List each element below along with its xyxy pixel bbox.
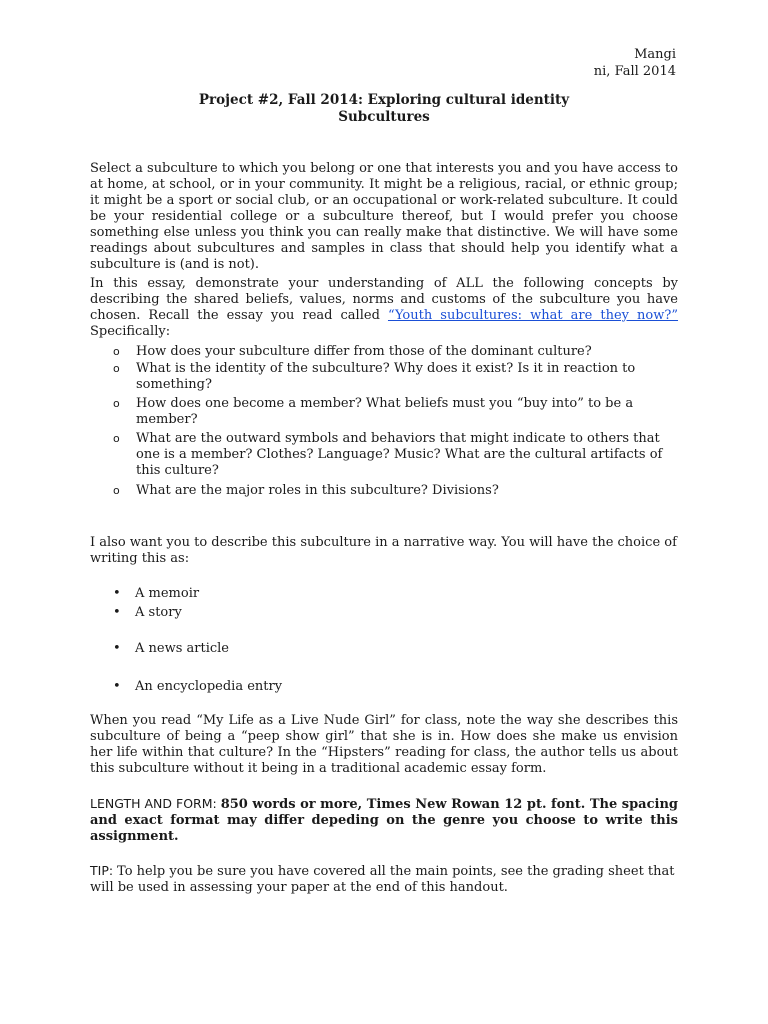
document-title — [0, 92, 768, 126]
essay-text-after-link: Specifically: — [90, 324, 171, 339]
length-label: LENGTH AND FORM: — [90, 796, 221, 811]
bullet-marker: • — [113, 605, 121, 620]
essay-text-before-link: In this essay, demonstrate your understanding of ALL the following concepts by describing the shared beliefs, values, norms and customs of the subculture you have chosen. Recall the essay you read called — [90, 276, 678, 323]
title-line-1: Project #2, Fall 2014: Exploring cultural identity — [198, 92, 570, 108]
author-line-1: Mangi — [634, 47, 676, 62]
list-marker: o — [113, 432, 120, 445]
title-line-2: Subcultures — [338, 109, 430, 125]
list-marker: o — [113, 397, 120, 410]
tip-text: To help you be sure you have covered all the main points, see the grading sheet that will be used in assessing your paper at the end of this handout. — [90, 864, 675, 895]
narrative-intro-paragraph: I also want you to describe this subculture in a narrative way. You will have the choice of writing this as: — [90, 535, 677, 566]
reading-paragraph: When you read “My Life as a Live Nude Girl” for class, note the way she describes this subculture of being a “peep show girl” that she is in. How does she make us envision her life within that culture? In the “Hipsters” reading for class, the author tells us about this subculture without it being in a traditional academic essay form. — [90, 713, 678, 776]
list-marker: o — [113, 362, 120, 375]
intro-paragraph: Select a subculture to which you belong or one that interests you and you have access to at home, at school, or in your community. It might be a religious, racial, or ethnic group; it might be a sport or social club, or an occupational or work-related subculture. It could be your residential college or a subculture thereof, but I would prefer you choose something else unless you think you can really make that distinctive. We will have some readings about subcultures and samples in class that should help you identify what a subculture is (and is not). — [90, 161, 678, 272]
essay-paragraph — [90, 276, 678, 340]
youth-subcultures-link[interactable]: “Youth subcultures: what are they now?” — [387, 308, 679, 323]
author-line-2: ni, Fall 2014 — [593, 64, 676, 79]
bullet-marker: • — [113, 679, 121, 694]
bullet-marker: • — [113, 641, 121, 656]
list-marker: o — [113, 484, 120, 497]
length-form-paragraph — [90, 796, 678, 845]
tip-paragraph — [90, 863, 678, 896]
tip-label: TIP: — [90, 863, 118, 878]
bullet-marker: • — [113, 586, 121, 601]
document-page: Mangi ni, Fall 2014 Project #2, Fall 2014: Exploring cultural identity Subcultures Select a subculture to which you belong or one that interests you and you have access to at home, at school, or in your community. It might be a religious, racial, or ethnic group; it might be a sport or social club, or an occupational or work-related subculture. It could be your residential college or a subculture thereof, but I would prefer you choose something else unless you think you can really make that distinctive. We will have some readings about subcultures and samples in class that should help you identify what a subculture is (and is not). In this essay, demonstrate your understanding of ALL the following concepts by describing the shared beliefs, values, norms and customs of the subculture you have chosen. Recall the essay you read called “Youth subcultures: what are they now?” Specifically: o How does your subculture differ from those of the dominant culture? o What is the identity of the subculture? Why does it exist? Is it in reaction to something? o How does one become a member? What beliefs must you “buy into” to be a member? o What are the outward symbols and behaviors that might indicate to others that one is a member? Clothes? Language? Music? What are the cultural artifacts of this culture? o What are the major roles in this subculture? Divisions? I also want you to describe this subculture in a narrative way. You will have the choice of writing this as: • A memoir • A story • A news article • An encyclopedia entry When you read “My Life as a Live Nude Girl” for class, note the way she describes this subculture of being a “peep show girl” that she is in. How does she make us envision her life within that culture? In the “Hipsters” reading for class, the author tells us about this subculture without it being in a traditional academic essay form. LENGTH AND FORM: 850 words or more, Times New Rowan 12 pt. font. The spacing and exact format may differ depeding on the genre you choose to write this assignment. TIP: To help you be sure you have covered all the main points, see the grading sheet that will be used in assessing your paper at the end of this handout. — [0, 0, 768, 1024]
author-header — [594, 46, 676, 80]
length-requirements: 850 words or more, Times New Rowan 12 pt. font. The spacing and exact format may differ depeding on the genre you choose to write this assignment. — [90, 797, 678, 844]
list-marker: o — [113, 345, 120, 358]
